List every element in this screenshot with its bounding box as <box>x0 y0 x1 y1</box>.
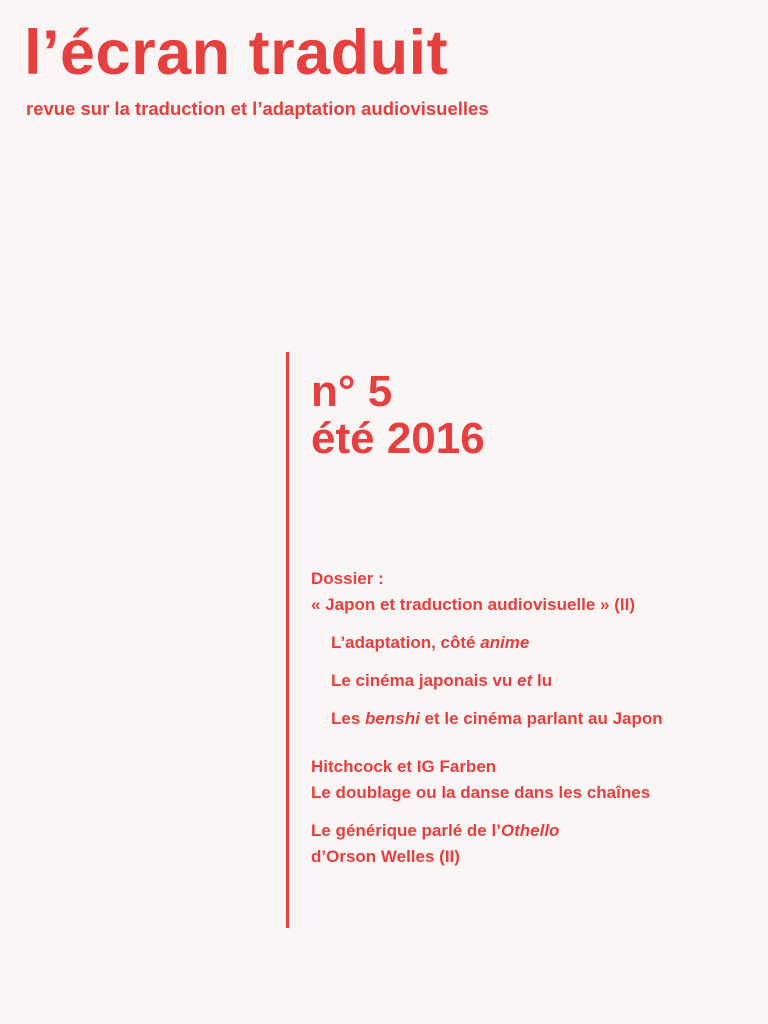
issue-info <box>311 368 485 462</box>
journal-subtitle: revue sur la traduction et l’adaptation audiovisuelles <box>26 98 489 119</box>
dossier-article: Les benshi et le cinéma parlant au Japon <box>331 709 663 728</box>
article-title: Le générique parlé de l’Othello <box>311 821 560 840</box>
dossier-label: Dossier : <box>311 569 384 588</box>
dossier-theme: « Japon et traduction audiovisuelle » (II) <box>311 595 636 614</box>
journal-title: l’écran traduit <box>24 18 449 88</box>
article-title: Hitchcock et IG Farben <box>311 757 497 776</box>
dossier-article: Le cinéma japonais vu et lu <box>331 671 553 690</box>
vertical-divider <box>286 352 289 928</box>
article-subtitle: d’Orson Welles (II) <box>311 847 460 866</box>
dossier-article: L’adaptation, côté anime <box>331 633 530 652</box>
issue-season: été 2016 <box>311 414 485 463</box>
table-of-contents <box>311 566 663 870</box>
issue-number: n° 5 <box>311 367 393 416</box>
article-subtitle: Le doublage ou la danse dans les chaînes <box>311 783 651 802</box>
